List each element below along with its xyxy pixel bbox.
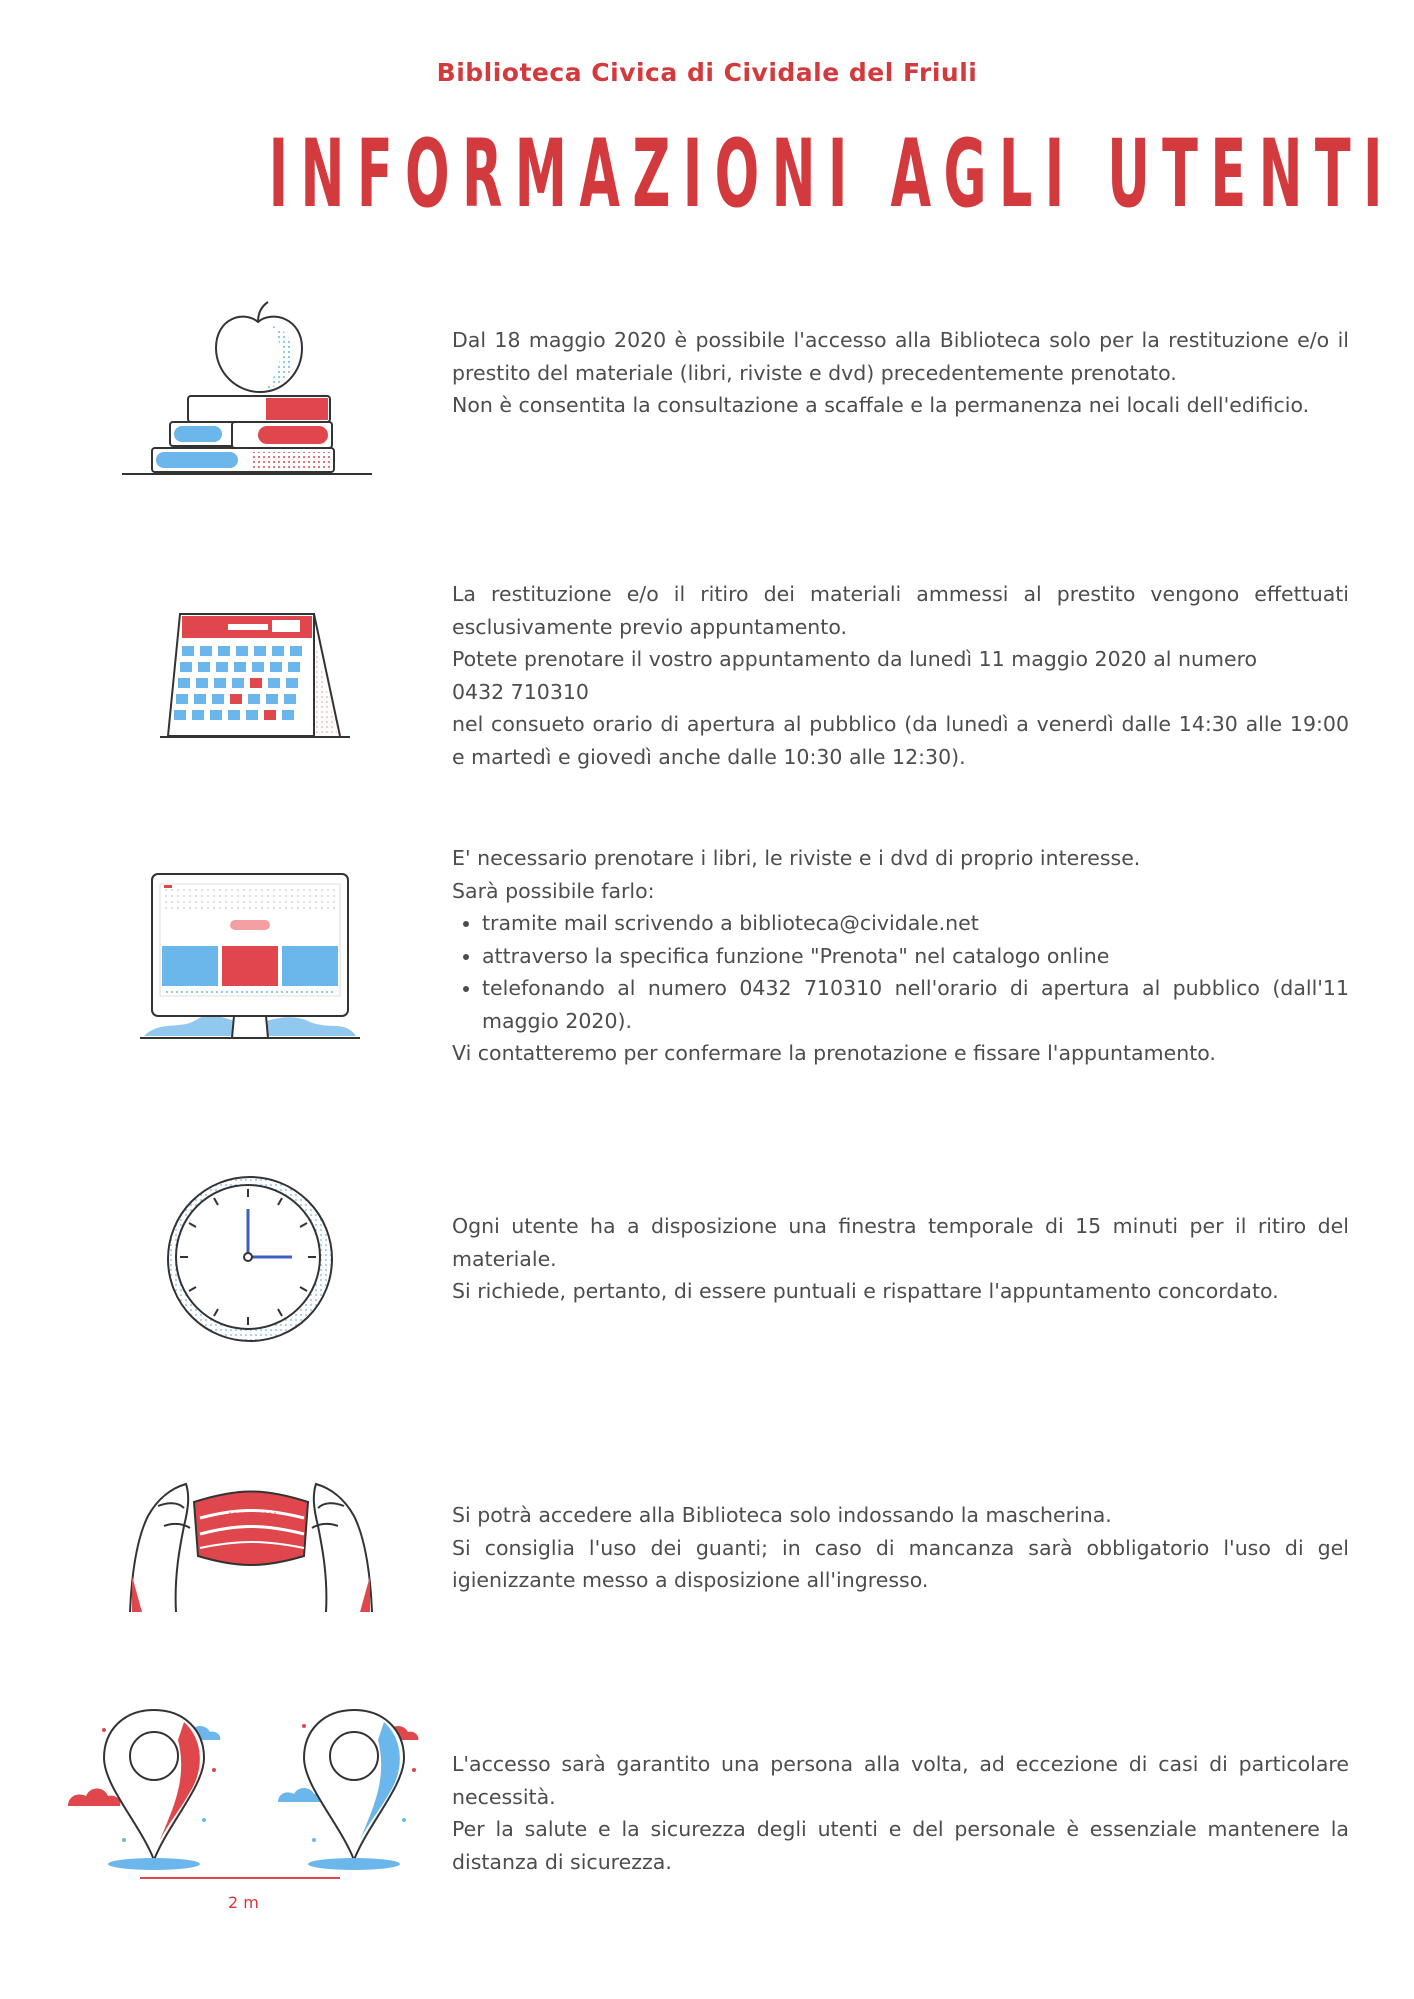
reservation-methods-list bbox=[452, 907, 1349, 1037]
page-title: INFORMAZIONI AGLI UTENTI bbox=[268, 120, 1395, 229]
clock-icon bbox=[164, 1173, 336, 1345]
paragraph: Sarà possibile farlo: bbox=[452, 878, 655, 903]
paragraph: nel consueto orario di apertura al pubblico (da lunedì a venerdì dalle 14:30 alle 19:00 e martedì e giovedì anche dalle 10:30 alle 12:30). bbox=[452, 712, 1349, 769]
paragraph: Si richiede, pertanto, di essere puntuali e rispattare l'appuntamento concordato. bbox=[452, 1279, 1279, 1303]
paragraph: Si potrà accedere alla Biblioteca solo indossando la mascherina. bbox=[452, 1503, 1112, 1527]
phone-number: 0432 710310 bbox=[452, 679, 589, 704]
section-access-text bbox=[452, 324, 1349, 422]
section-mask-text bbox=[452, 1499, 1349, 1597]
distance-pins-icon bbox=[64, 1700, 434, 1880]
list-item: • tramite mail scrivendo a biblioteca@cividale.net bbox=[482, 907, 1349, 940]
face-mask-icon bbox=[128, 1476, 374, 1612]
paragraph: Si consiglia l'uso dei guanti; in caso di mancanza sarà obbligatorio l'uso di gel igienizzante messo a disposizione all'ingresso. bbox=[452, 1535, 1349, 1592]
paragraph: Vi contatteremo per confermare la prenotazione e fissare l'appuntamento. bbox=[452, 1041, 1216, 1065]
paragraph: Non è consentita la consultazione a scaffale e la permanenza nei locali dell'edificio. bbox=[452, 393, 1310, 417]
list-item: • telefonando al numero 0432 710310 nell'orario di apertura al pubblico (dall'11 maggio 2020). bbox=[482, 972, 1349, 1037]
paragraph: Dal 18 maggio 2020 è possibile l'accesso alla Biblioteca solo per la restituzione e/o il prestito del materiale (libri, riviste e dvd) precedentemente prenotato. bbox=[452, 328, 1349, 385]
paragraph: E' necessario prenotare i libri, le riviste e i dvd di proprio interesse. bbox=[452, 846, 1141, 870]
paragraph: La restituzione e/o il ritiro dei materiali ammessi al prestito vengono effettuati esclusivamente previo appuntamento. bbox=[452, 582, 1349, 639]
paragraph: Potete prenotare il vostro appuntamento da lunedì 11 maggio 2020 al numero bbox=[452, 647, 1258, 671]
paragraph: L'accesso sarà garantito una persona alla volta, ad eccezione di casi di particolare necessità. bbox=[452, 1752, 1349, 1809]
library-name: Biblioteca Civica di Cividale del Friuli bbox=[436, 58, 978, 87]
apple-books-icon bbox=[122, 300, 382, 480]
section-distance-text bbox=[452, 1748, 1349, 1878]
computer-monitor-icon bbox=[140, 870, 360, 1045]
section-reservation-text bbox=[452, 842, 1349, 1070]
paragraph: Ogni utente ha a disposizione una finestra temporale di 15 minuti per il ritiro del materiale. bbox=[452, 1214, 1349, 1271]
calendar-icon bbox=[160, 600, 360, 740]
section-appointment-text bbox=[452, 578, 1349, 773]
paragraph: Per la salute e la sicurezza degli utenti e del personale è essenziale mantenere la distanza di sicurezza. bbox=[452, 1817, 1349, 1874]
section-time-window-text bbox=[452, 1210, 1349, 1308]
list-item: • attraverso la specifica funzione "Prenota" nel catalogo online bbox=[482, 940, 1349, 973]
distance-label: 2 m bbox=[228, 1893, 259, 1912]
